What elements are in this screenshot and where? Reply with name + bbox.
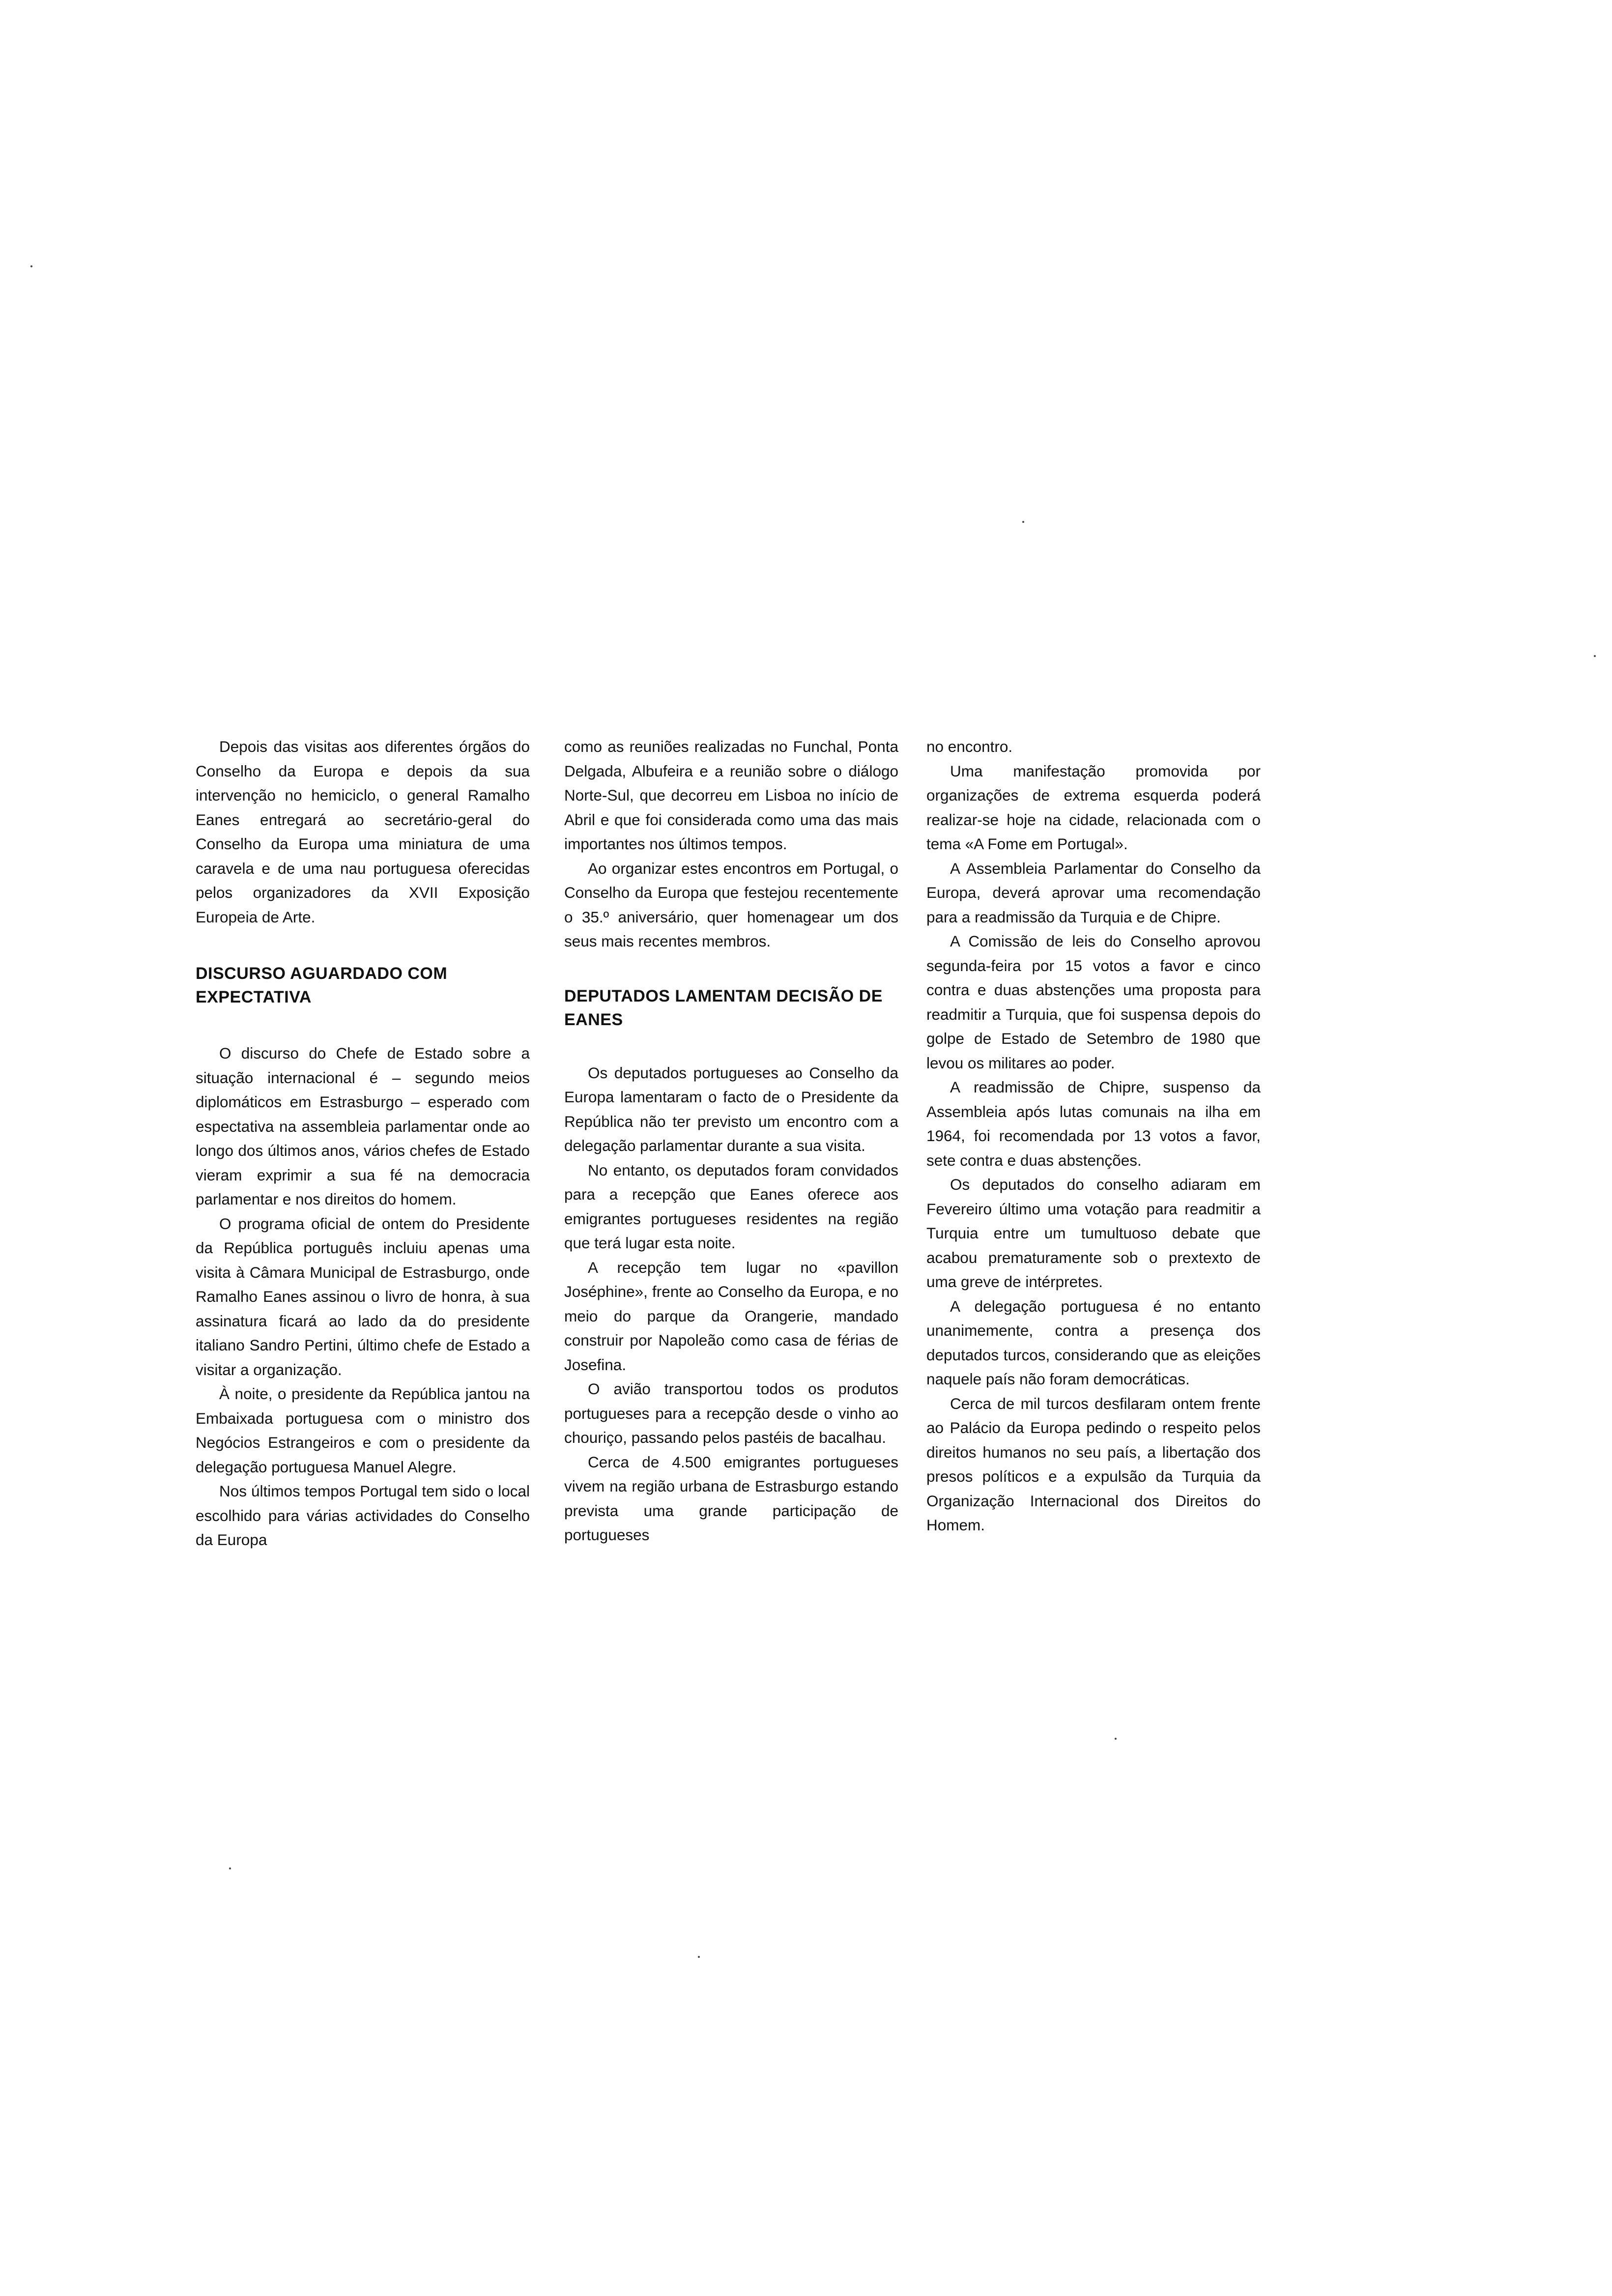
- paragraph: Uma manifestação promovida por organizações de extrema esquerda poderá realizar-se hoje na cidade, relacionada com o tema «A Fome em Portugal».: [926, 762, 1261, 853]
- paragraph: No entanto, os deputados foram convidados para a recepção que Eanes oferece aos emigrantes portugueses residentes na região que terá lugar esta noite.: [564, 1161, 898, 1252]
- section-heading: DISCURSO AGUARDADO COM EXPECTATIVA: [196, 964, 448, 1006]
- paragraph: Ao organizar estes encontros em Portugal, o Conselho da Europa que festejou recentemente o 35.º aniversário, quer homenagear um dos seus mais recentes membros.: [564, 859, 898, 950]
- section-heading: DEPUTADOS LAMENTAM DECISÃO DE EANES: [564, 986, 883, 1029]
- paragraph: A delegação portuguesa é no entanto unanimemente, contra a presença dos deputados turcos, considerando que as eleições naquele país não foram democráticas.: [926, 1297, 1261, 1388]
- paragraph-continued: como as reuniões realizadas no Funchal, Ponta Delgada, Albufeira e a reunião sobre o diálogo Norte-Sul, que decorreu em Lisboa no início de Abril e que foi considerada como uma das mais importantes nos últimos tempos.: [564, 738, 898, 853]
- paragraph: O discurso do Chefe de Estado sobre a situação internacional é – segundo meios diplomáticos em Estrasburgo – esperado com espectativa na assembleia parlamentar onde ao longo dos últimos anos, vários chefes de Estado vieram exprimir a sua fé na democracia parlamentar e nos direitos do homem.: [196, 1044, 530, 1208]
- scan-speck: [1594, 655, 1596, 657]
- paragraph: A readmissão de Chipre, suspenso da Assembleia após lutas comunais na ilha em 1964, foi recomendada por 13 votos a favor, sete contra e duas abstenções.: [926, 1078, 1261, 1169]
- paragraph: Nos últimos tempos Portugal tem sido o local escolhido para várias actividades do Conselho da Europa: [196, 1482, 530, 1549]
- scan-speck: [229, 1867, 231, 1869]
- scan-speck: [698, 1956, 700, 1958]
- scan-speck: [30, 265, 32, 267]
- paragraph: O programa oficial de ontem do Presidente da República português incluiu apenas uma visita à Câmara Municipal de Estrasburgo, onde Ramalho Eanes assinou o livro de honra, à sua assinatura ficará ao lado da do presidente italiano Sandro Pertini, último chefe de Estado a visitar a organização.: [196, 1214, 530, 1378]
- article-column-2: [564, 735, 898, 1548]
- paragraph: Os deputados do conselho adiaram em Fevereiro último uma votação para readmitir a Turquia entre um tumultuoso debate que acabou prematuramente sob o prextexto de uma greve de intérpretes.: [926, 1176, 1261, 1291]
- paragraph: Cerca de 4.500 emigrantes portugueses vivem na região urbana de Estrasburgo estando prevista uma grande participação de portugueses: [564, 1453, 898, 1544]
- article-column-1: [196, 735, 530, 1552]
- paragraph: A recepção tem lugar no «pavillon Joséphine», frente ao Conselho da Europa, e no meio do parque da Orangerie, mandado construir por Napoleão como casa de férias de Josefina.: [564, 1258, 898, 1374]
- paragraph-continued: no encontro.: [926, 738, 1013, 755]
- paragraph: Depois das visitas aos diferentes órgãos do Conselho da Europa e depois da sua intervenção no hemiciclo, o general Ramalho Eanes entregará ao secretário-geral do Conselho da Europa uma miniatura de uma caravela e de uma nau portuguesa oferecidas pelos organizadores da XVII Exposição Europeia de Arte.: [196, 738, 530, 926]
- paragraph: À noite, o presidente da República jantou na Embaixada portuguesa com o ministro dos Negócios Estrangeiros e com o presidente da delegação portuguesa Manuel Alegre.: [196, 1385, 530, 1476]
- scan-speck: [1115, 1738, 1117, 1740]
- scan-speck: [1022, 521, 1024, 523]
- paragraph: Cerca de mil turcos desfilaram ontem frente ao Palácio da Europa pedindo o respeito pelos direitos humanos no seu país, a libertação dos presos políticos e a expulsão da Turquia da Organização Internacional dos Direitos do Homem.: [926, 1394, 1261, 1534]
- paragraph: A Comissão de leis do Conselho aprovou segunda-feira por 15 votos a favor e cinco contra e duas abstenções uma proposta para readmitir a Turquia, que foi suspensa depois do golpe de Estado de Setembro de 1980 que levou os militares ao poder.: [926, 932, 1261, 1072]
- article-column-3: [926, 735, 1261, 1538]
- paragraph: Os deputados portugueses ao Conselho da Europa lamentaram o facto de o Presidente da República não ter previsto um encontro com a delegação parlamentar durante a sua visita.: [564, 1063, 898, 1154]
- paragraph: O avião transportou todos os produtos portugueses para a recepção desde o vinho ao chouriço, passando pelos pastéis de bacalhau.: [564, 1380, 898, 1446]
- paragraph: A Assembleia Parlamentar do Conselho da Europa, deverá aprovar uma recomendação para a readmissão da Turquia e de Chipre.: [926, 859, 1261, 926]
